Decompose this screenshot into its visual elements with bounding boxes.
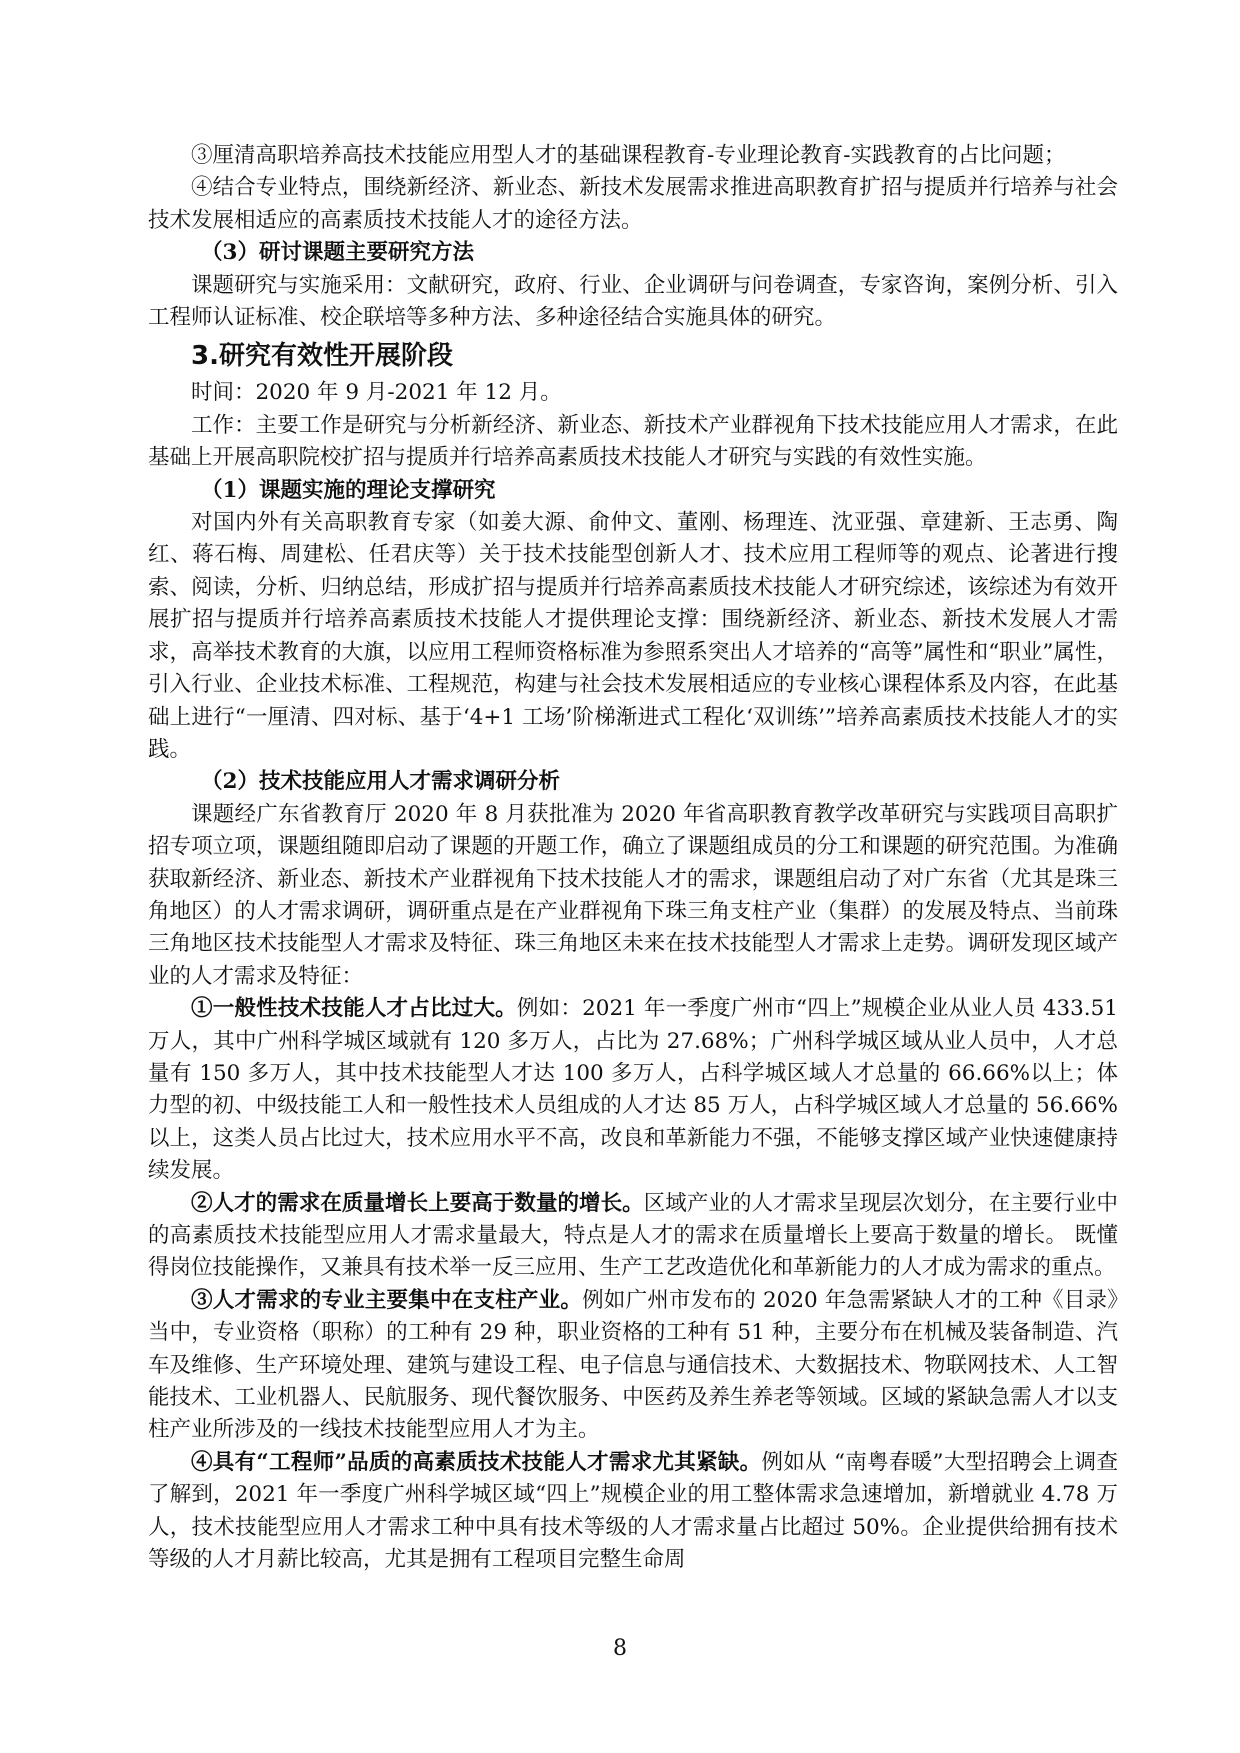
finding-2-heading: ②人才的需求在质量增长上要高于数量的增长。 xyxy=(191,1190,644,1216)
page-number: 8 xyxy=(613,1636,627,1661)
finding-1 xyxy=(148,993,1118,1187)
finding-4 xyxy=(148,1447,1118,1577)
subheading-theory-support: （1）课题实施的理论支撑研究 xyxy=(201,477,496,503)
finding-2-text: 区域产业的人才需求呈现层次划分，在主要行业中的高素质技术技能型应用人才需求量最大，特点是人才的需求在质量增长上要高于数量的增长。 既懂得岗位技能操作，又兼具有技术举一反三应用、生产工艺改造优化和革新能力的人才成为需求的重点。 xyxy=(148,1190,1118,1281)
finding-1-heading: ①一般性技术技能人才占比过大。 xyxy=(191,996,517,1022)
finding-4-text: 例如从 “南粤春暖”大型招聘会上调查了解到，2021 年一季度广州科学城区域“四上”规模企业的用工整体需求急速增加，新增就业 4.78 万人，技术技能型应用人才需求工种中具有技术等级的人才需求量占比超过 50%。企业提供给拥有技术等级的人才月薪比较高，尤其是拥有工程项目完整生命周 xyxy=(148,1449,1118,1573)
paragraph-work: 工作：主要工作是研究与分析新经济、新业态、新技术产业群视角下技术技能应用人才需求，在此基础上开展高职院校扩招与提质并行培养高素质技术技能人才研究与实践的有效性实施。 xyxy=(148,412,1118,471)
paragraph-theory: 对国内外有关高职教育专家（如姜大源、俞仲文、董刚、杨理连、沈亚强、章建新、王志勇、陶红、蒋石梅、周建松、任君庆等）关于技术技能型创新人才、技术应用工程师等的观点、论著进行搜索、阅读，分析、归纳总结，形成扩招与提质并行培养高素质技术技能人才研究综述，该综述为有效开展扩招与提质并行培养高素质技术技能人才提供理论支撑：围绕新经济、新业态、新技术发展人才需求，高举技术教育的大旗，以应用工程师资格标准为参照系突出人才培养的“高等”属性和“职业”属性，引入行业、企业技术标准、工程规范，构建与社会技术发展相适应的专业核心课程体系及内容，在此基础上进行“一厘清、四对标、基于‘4+1 工场’阶梯渐进式工程化‘双训练’”培养高素质技术技能人才的实践。 xyxy=(148,510,1118,762)
finding-4-heading: ④具有“工程师”品质的高素质技术技能人才需求尤其紧缺。 xyxy=(191,1449,762,1475)
paragraph-item-4: ④结合专业特点，围绕新经济、新业态、新技术发展需求推进高职教育扩招与提质并行培养与社会技术发展相适应的高素质技术技能人才的途径方法。 xyxy=(148,175,1118,233)
document-body xyxy=(148,140,1118,1576)
paragraph-item-3: ③厘清高职培养高技术技能应用型人才的基础课程教育-专业理论教育-实践教育的占比问题； xyxy=(191,143,1066,168)
finding-3-text: 例如广州市发布的 2020 年急需紧缺人才的工种《目录》当中，专业资格（职称）的工种有 29 种，职业资格的工种有 51 种，主要分布在机械及装备制造、汽车及维修、生产环境处理、建筑与建设工程、电子信息与通信技术、大数据技术、物联网技术、人工智能技术、工业机器人、民航服务、现代餐饮服务、中医药及养生养老等领域。区域的紧缺急需人才以支柱产业所涉及的一线技术技能型应用人才为主。 xyxy=(148,1287,1118,1443)
finding-2 xyxy=(148,1188,1118,1285)
finding-1-text: 例如：2021 年一季度广州市“四上”规模企业从业人员 433.51 万人，其中广州科学城区域就有 120 多万人，占比为 27.68%；广州科学城区域从业人员中，人才总量有 150 多万人，其中技术技能型人才达 100 多万人，占科学城区域人才总量的 66.66%以上；体力型的初、中级技能工人和一般性技术人员组成的人才达 85 万人，占科学城区域人才总量的 56.66%以上，这类人员占比过大，技术应用水平不高，改良和革新能力不强，不能够支撑区域产业快速健康持续发展。 xyxy=(148,996,1118,1184)
paragraph-time: 时间：2020 年 9 月-2021 年 12 月。 xyxy=(191,380,562,406)
subheading-research-methods: （3）研讨课题主要研究方法 xyxy=(201,240,474,266)
finding-3 xyxy=(148,1285,1118,1447)
paragraph-survey: 课题经广东省教育厅 2020 年 8 月获批准为 2020 年省高职教育教学改革研究与实践项目高职扩招专项立项，课题组随即启动了课题的开题工作，确立了课题组成员的分工和课题的研究范围。为准确获取新经济、新业态、新技术产业群视角下技术技能人才的需求，课题组启动了对广东省（尤其是珠三角地区）的人才需求调研，调研重点是在产业群视角下珠三角支柱产业（集群）的发展及特点、当前珠三角地区技术技能型人才需求及特征、珠三角地区未来在技术技能型人才需求上走势。调研发现区域产业的人才需求及特征： xyxy=(148,801,1118,989)
section-title: 3.研究有效性开展阶段 xyxy=(191,341,453,372)
finding-3-heading: ③人才需求的专业主要集中在支柱产业。 xyxy=(191,1287,583,1313)
paragraph-methods: 课题研究与实施采用：文献研究，政府、行业、企业调研与问卷调查，专家咨询，案例分析、引入工程师认证标准、校企联培等多种方法、多种途径结合实施具体的研究。 xyxy=(148,272,1118,331)
subheading-demand-survey: （2）技术技能应用人才需求调研分析 xyxy=(201,769,560,795)
